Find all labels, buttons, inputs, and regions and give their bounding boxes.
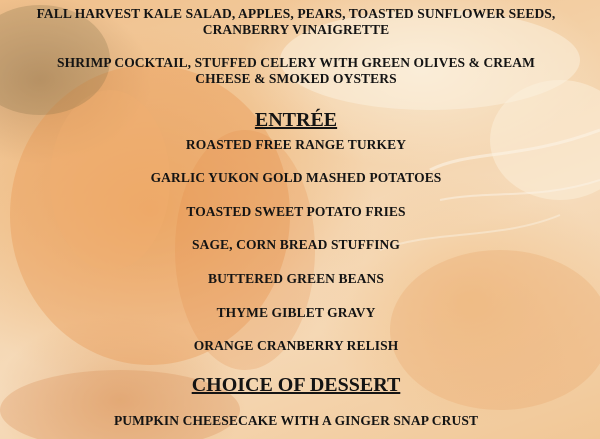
appetizer-item-2-line-2: CHEESE & SMOKED OYSTERS xyxy=(195,71,397,86)
appetizer-item-1-line-2: CRANBERRY VINAIGRETTE xyxy=(202,22,390,37)
dessert-heading: CHOICE OF DESSERT xyxy=(191,374,401,396)
appetizer-item-1-line-1: FALL HARVEST KALE SALAD, APPLES, PEARS, TOASTED SUNFLOWER SEEDS, xyxy=(36,6,556,21)
entree-item: ROASTED FREE RANGE TURKEY xyxy=(185,137,407,152)
appetizer-item-2-line-1: SHRIMP COCKTAIL, STUFFED CELERY WITH GREEN OLIVES & CREAM xyxy=(57,55,535,70)
entree-heading: ENTRÉE xyxy=(254,109,338,131)
entree-item: BUTTERED GREEN BEANS xyxy=(207,271,385,286)
entree-item: TOASTED SWEET POTATO FRIES xyxy=(186,204,406,219)
entree-item: ORANGE CRANBERRY RELISH xyxy=(193,338,399,353)
entree-item: GARLIC YUKON GOLD MASHED POTATOES xyxy=(150,170,442,185)
entree-item: SAGE, CORN BREAD STUFFING xyxy=(191,237,401,252)
entree-item: THYME GIBLET GRAVY xyxy=(216,305,376,320)
dessert-item: PUMPKIN CHEESECAKE WITH A GINGER SNAP CRUST xyxy=(113,413,479,428)
